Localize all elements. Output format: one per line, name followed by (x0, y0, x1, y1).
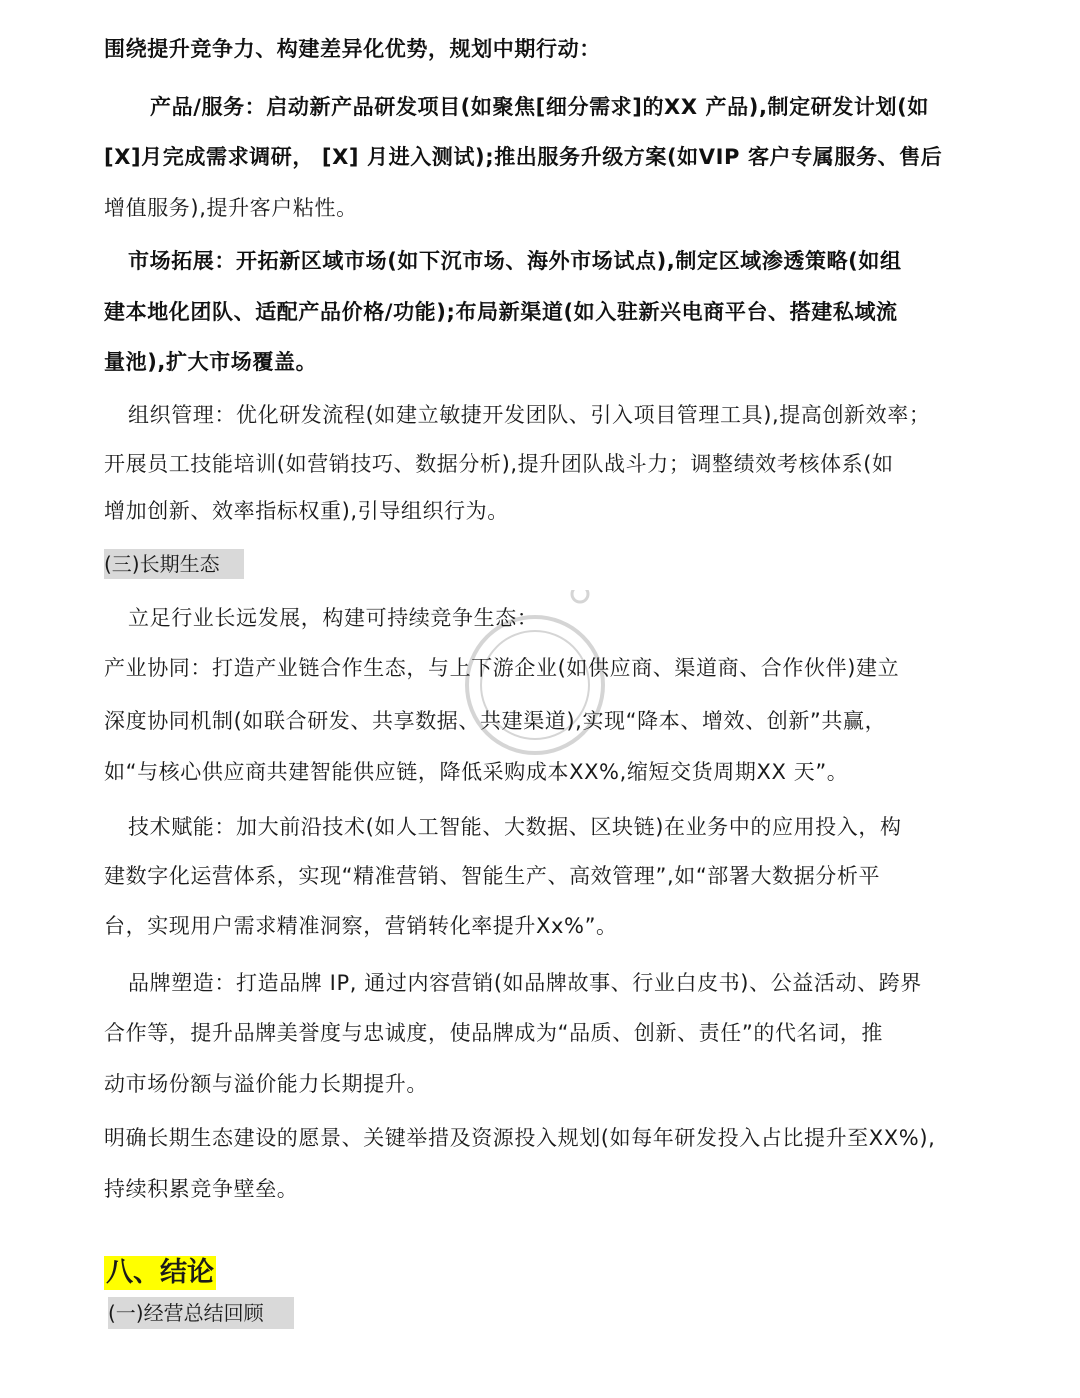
org-line-2: 开展员工技能培训(如营销技巧、数据分析),提升团队战斗力；调整绩效考核体系(如 (104, 452, 894, 476)
product-line-2: [X]月完成需求调研， [X] 月进入测试);推出服务升级方案(如VIP 客户专属服务、售后 (104, 145, 943, 169)
market-line-2: 建本地化团队、适配产品价格/功能);布局新渠道(如入驻新兴电商平台、搭建私域流 (104, 300, 898, 324)
ecosystem-intro: 立足行业长远发展，构建可持续竞争生态： (128, 606, 539, 630)
tech-line-3: 台，实现用户需求精准洞察，营销转化率提升Xx%”。 (104, 914, 618, 938)
tech-line-1: 技术赋能：加大前沿技术(如人工智能、大数据、区块链)在业务中的应用投入，构 (128, 815, 902, 839)
industry-line-2: 深度协同机制(如联合研发、共享数据、共建渠道),实现“降本、增效、创新”共赢， (104, 709, 887, 733)
brand-line-2: 合作等，提升品牌美誉度与忠诚度，使品牌成为“品质、创新、责任”的代名词，推 (104, 1021, 883, 1045)
product-line-1: 产品/服务：启动新产品研发项目(如聚焦[细分需求]的XX 产品),制定研发计划(如 (150, 95, 929, 119)
subheading-business-review: (一)经营总结回顾 (108, 1297, 294, 1329)
org-line-1: 组织管理：优化研发流程(如建立敏捷开发团队、引入项目管理工具),提高创新效率； (128, 403, 931, 427)
org-line-3: 增加创新、效率指标权重),引导组织行为。 (104, 499, 509, 523)
market-line-1: 市场拓展：开拓新区域市场(如下沉市场、海外市场试点),制定区域渗透策略(如组 (128, 249, 902, 273)
vision-line-2: 持续积累竞争壁垒。 (104, 1177, 299, 1201)
market-line-3: 量池),扩大市场覆盖。 (104, 350, 318, 374)
industry-line-1: 产业协同：打造产业链合作生态，与上下游企业(如供应商、渠道商、合作伙伴)建立 (104, 656, 900, 680)
brand-line-1: 品牌塑造：打造品牌 IP, 通过内容营销(如品牌故事、行业白皮书)、公益活动、跨界 (128, 971, 922, 995)
subheading-long-term-ecosystem: (三)长期生态 (104, 549, 244, 579)
vision-line-1: 明确长期生态建设的愿景、关键举措及资源投入规划(如每年研发投入占比提升至XX%), (104, 1126, 936, 1150)
brand-line-3: 动市场份额与溢价能力长期提升。 (104, 1072, 428, 1096)
intro-line: 围绕提升竞争力、构建差异化优势，规划中期行动： (104, 37, 601, 61)
section-title-conclusion: 八、结论 (106, 1257, 214, 1288)
product-line-3: 增值服务),提升客户粘性。 (104, 196, 358, 220)
industry-line-3: 如“与核心供应商共建智能供应链，降低采购成本XX%,缩短交货周期XX 天”。 (104, 760, 849, 784)
tech-line-2: 建数字化运营体系，实现“精准营销、智能生产、高效管理”,如“部署大数据分析平 (104, 864, 881, 888)
